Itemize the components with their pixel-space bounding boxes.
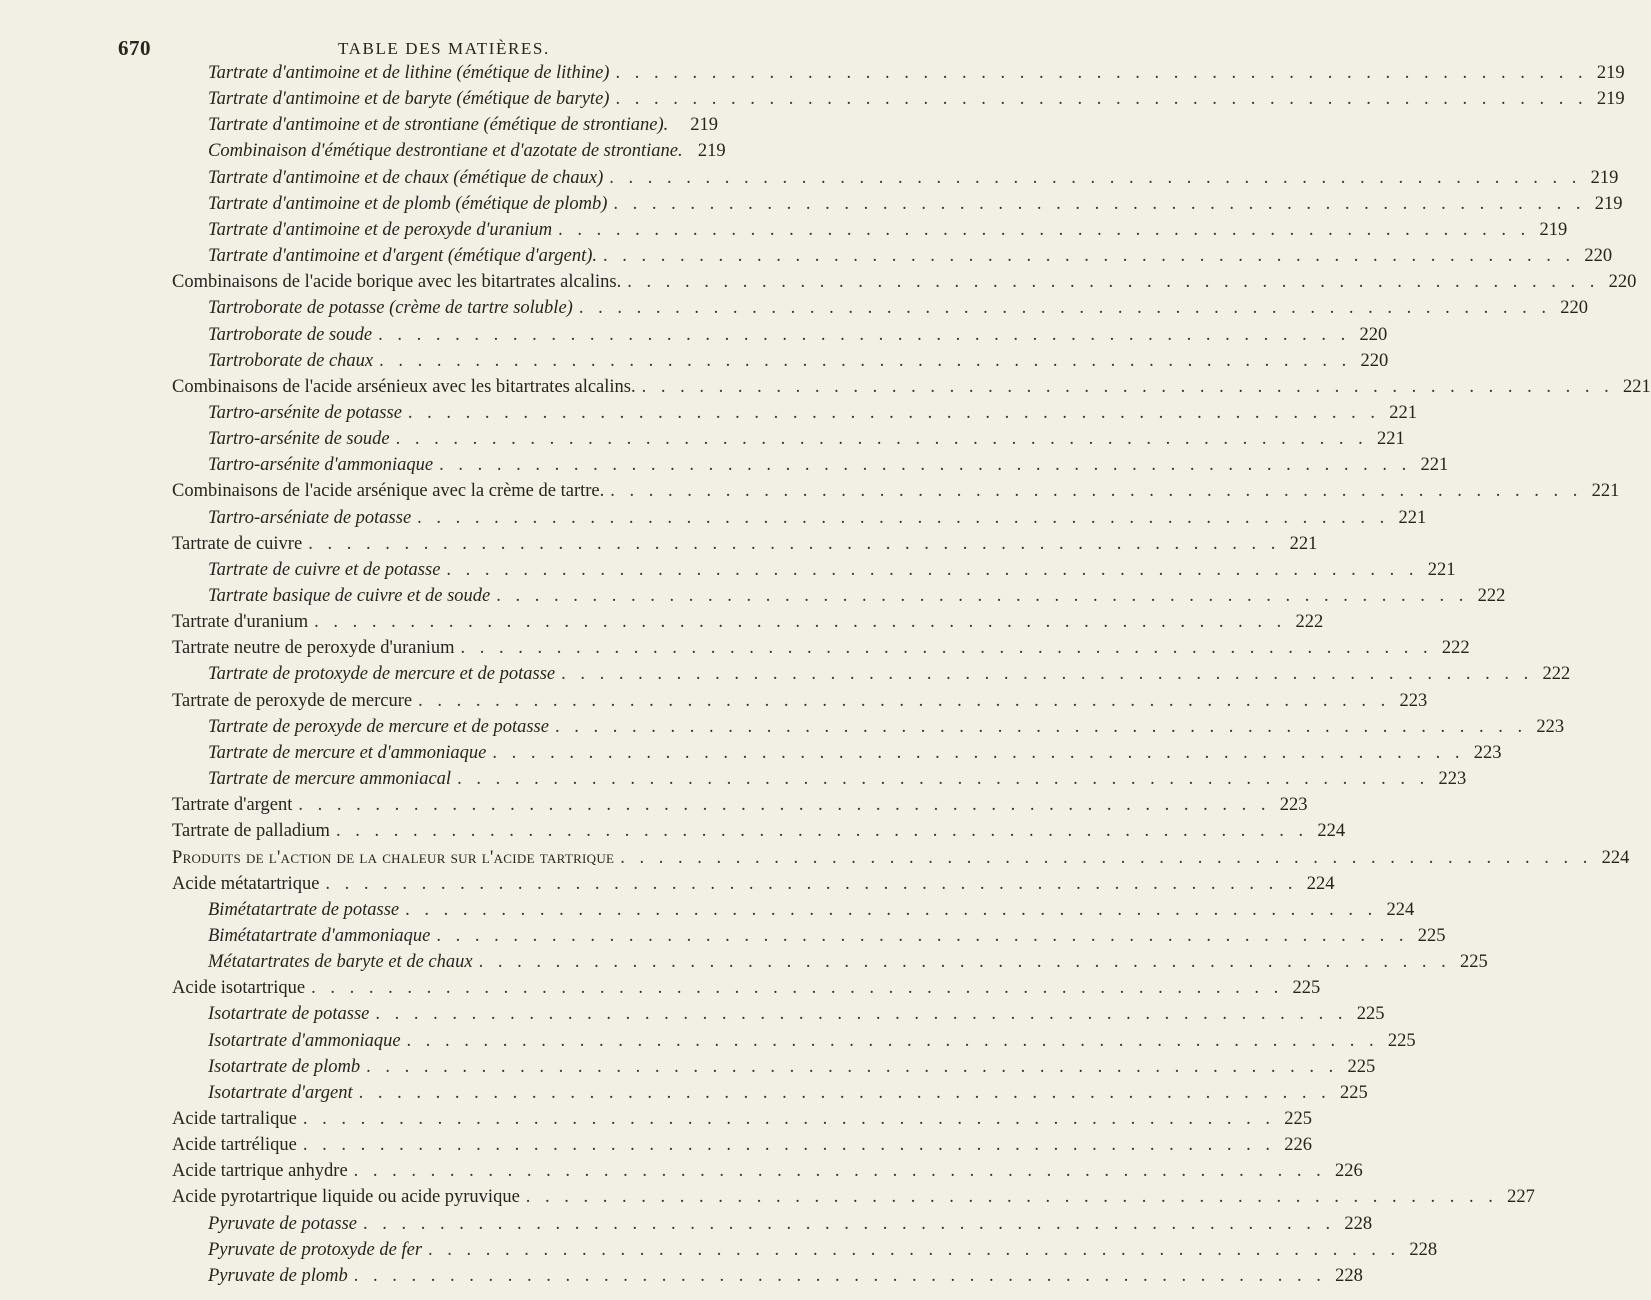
toc-entry-title: Combinaisons de l'acide arsénique avec la crème de tartre. [172, 481, 605, 502]
toc-entry-page: 219 [697, 141, 726, 162]
toc-entry-page: 219 [1539, 219, 1568, 240]
toc-entry [208, 322, 1388, 348]
toc-entry [208, 505, 1427, 531]
toc-entry-title: Tartrate de protoxyde de mercure et de potasse [208, 664, 556, 685]
dot-leader: . . . . . . . . . . . . . . . . . . . . . . . . . . . . . . . . . . . . . . . . . . . . . . . . . . . [314, 612, 1287, 633]
toc-entry-page: 226 [1284, 1135, 1312, 1156]
toc-entry-title: Tartrate d'antimoine et d'argent (émétique d'argent). [208, 246, 598, 267]
toc-entry-page: 223 [1536, 716, 1565, 737]
toc-entry-page: 219 [1596, 89, 1625, 110]
toc-entry-page: 220 [1608, 272, 1637, 293]
toc-entry-page: 219 [1596, 63, 1625, 83]
toc-entry [172, 871, 1335, 897]
toc-entry [172, 1132, 1312, 1158]
toc-entry [208, 557, 1456, 583]
toc-entry-title: Tartroborate de chaux [208, 350, 374, 371]
dot-leader: . . . . . . . . . . . . . . . . . . . . . . . . . . . . . . . . . . . . . . . . . . . . . . . . . . . [446, 559, 1419, 580]
dot-leader: . . . . . . . . . . . . . . . . . . . . . . . . . . . . . . . . . . . . . . . . . . . . . . . . . . . [436, 925, 1409, 946]
toc-entry-title: Tartrate d'antimoine et de chaux (émétique de chaux) [208, 167, 604, 188]
toc-entry-title: Bimétatartrate d'ammoniaque [208, 925, 431, 946]
toc-entry-page: 224 [1386, 899, 1415, 920]
toc-entry-page: 221 [1376, 429, 1405, 450]
toc-entry [208, 295, 1588, 321]
toc-entry [172, 792, 1308, 818]
toc-entry [208, 949, 1488, 975]
dot-leader: . . . . . . . . . . . . . . . . . . . . . . . . . . . . . . . . . . . . . . . . . . . . . . . . . . . [558, 219, 1531, 240]
toc-entry-page: 221 [1591, 481, 1620, 502]
toc-entry-page: 220 [1584, 246, 1613, 267]
toc-entry-page: 222 [1441, 638, 1470, 659]
dot-leader: . . . . . . . . . . . . . . . . . . . . . . . . . . . . . . . . . . . . . . . . . . . . . . . . . . . [378, 324, 1351, 345]
toc-entry-page: 219 [1594, 193, 1623, 214]
toc-entry [208, 243, 1613, 269]
toc-entry [208, 1080, 1368, 1106]
toc-entry-page: 228 [1335, 1265, 1363, 1286]
toc-entry-title: Acide métatartrique [172, 873, 320, 894]
dot-leader: . . . . . . . . . . . . . . . . . . . . . . . . . . . . . . . . . . . . . . . . . . . . . . . . . . . [353, 1265, 1326, 1286]
dot-leader: . . . . . . . . . . . . . . . . . . . . . . . . . . . . . . . . . . . . . . . . . . . . . . . . . . . [418, 690, 1391, 711]
dot-leader: . . . . . . . . . . . . . . . . . . . . . . . . . . . . . . . . . . . . . . . . . . . . . . . . . . . [311, 978, 1284, 999]
toc-entry-page: 222 [1477, 586, 1506, 606]
dot-leader: . . . . . . . . . . . . . . . . . . . . . . . . . . . . . . . . . . . . . . . . . . . . . . . . . . . [335, 821, 1309, 842]
toc-entry-page: 219 [1590, 167, 1619, 188]
toc-entry-title: Tartrate d'argent [172, 795, 293, 816]
toc-entry [208, 661, 1571, 687]
toc-entry [208, 923, 1446, 949]
toc-entry-page: 225 [1284, 1109, 1312, 1129]
toc-entry-title: Tartrate de mercure et d'ammoniaque [208, 742, 487, 763]
dot-leader: . . . . . . . . . . . . . . . . . . . . . . . . . . . . . . . . . . . . . . . . . . . . . . . . . . . [615, 63, 1588, 83]
toc-entry [208, 86, 1625, 112]
toc-entry [172, 635, 1470, 661]
toc-entry-page: 227 [1507, 1187, 1535, 1208]
dot-leader: . . . . . . . . . . . . . . . . . . . . . . . . . . . . . . . . . . . . . . . . . . . . . . . . . . . [641, 376, 1614, 397]
toc-entry-page: 223 [1438, 769, 1467, 790]
dot-leader: . . . . . . . . . . . . . . . . . . . . . . . . . . . . . . . . . . . . . . . . . . . . . . . . . . . [353, 1161, 1326, 1182]
toc-entry [208, 191, 1623, 217]
toc-entry-title: Tartrate d'antimoine et de plomb (émétique de plomb) [208, 193, 608, 214]
dot-leader: . . . . . . . . . . . . . . . . . . . . . . . . . . . . . . . . . . . . . . . . . . . . . . . . . . . [405, 899, 1378, 920]
toc-entry [208, 897, 1415, 923]
dot-leader: . . . . . . . . . . . . . . . . . . . . . . . . . . . . . . . . . . . . . . . . . . . . . . . . . . . [610, 481, 1583, 502]
toc-entry-page: 223 [1473, 742, 1502, 763]
toc-entry-title: Tartro-arsénite de potasse [208, 402, 402, 423]
toc-entry-title: Pyruvate de protoxyde de fer [208, 1239, 423, 1260]
toc-entry [208, 348, 1389, 374]
toc-entry-title: Acide tartrique anhydre [172, 1161, 348, 1182]
dot-leader: . . . . . . . . . . . . . . . . . . . . . . . . . . . . . . . . . . . . . . . . . . . . . . . . . . . [525, 1187, 1498, 1208]
toc-entry-page: 224 [1317, 821, 1346, 842]
toc-entry-page: 228 [1344, 1213, 1373, 1234]
toc-entry-title: Tartrate d'uranium [172, 612, 309, 633]
toc-entry [172, 478, 1620, 504]
toc-entry-title: Tartrate d'antimoine et de lithine (émétique de lithine) [208, 63, 610, 83]
toc-entry-title: Tartrate basique de cuivre et de soude [208, 586, 491, 606]
toc-entry-title: Tartrate de cuivre [172, 533, 303, 554]
toc-entry [208, 452, 1449, 478]
dot-leader: . . . . . . . . . . . . . . . . . . . . . . . . . . . . . . . . . . . . . . . . . . . . . . . . . . . [439, 455, 1412, 476]
toc-entry [208, 1211, 1373, 1237]
toc-entry-page: 228 [1409, 1239, 1438, 1260]
dot-leader: . . . . . . . . . . . . . . . . . . . . . . . . . . . . . . . . . . . . . . . . . . . . . . . . . . . [460, 638, 1433, 659]
toc-entry-title: Combinaisons de l'acide arsénieux avec les bitartrates alcalins. [172, 376, 636, 397]
toc-entry [172, 609, 1324, 635]
toc-entry [208, 1237, 1438, 1263]
toc-entry-title: Bimétatartrate de potasse [208, 899, 400, 920]
dot-leader: . . . . . . . . . . . . . . . . . . . . . . . . . . . . . . . . . . . . . . . . . . . . . . . . . . . [620, 847, 1593, 868]
dot-leader: . . . . . . . . . . . . . . . . . . . . . . . . . . . . . . . . . . . . . . . . . . . . . . . . . . . [492, 742, 1465, 763]
toc-entry [208, 400, 1418, 426]
dot-leader: . . . . . . . . . . . . . . . . . . . . . . . . . . . . . . . . . . . . . . . . . . . . . . . . . . . [578, 298, 1551, 319]
dot-leader: . . . . . . . . . . . . . . . . . . . . . . . . . . . . . . . . . . . . . . . . . . . . . . . . . . . [302, 1109, 1275, 1129]
toc-entry [208, 1001, 1385, 1027]
dot-leader: . . . . . . . . . . . . . . . . . . . . . . . . . . . . . . . . . . . . . . . . . . . . . . . . . . . [302, 1135, 1275, 1156]
toc-entry [208, 426, 1405, 452]
toc-entry-title: Isotartrate de plomb [208, 1056, 361, 1077]
toc-entry [208, 714, 1565, 740]
toc-entry-page: 220 [1560, 298, 1588, 319]
toc-entry-title: Acide pyrotartrique liquide ou acide pyruvique [172, 1187, 520, 1208]
dot-leader: . . . . . . . . . . . . . . . . . . . . . . . . . . . . . . . . . . . . . . . . . . . . . . . . . . . [613, 193, 1586, 214]
toc-entry-page: 221 [1398, 507, 1427, 528]
toc-entry-page: 225 [1356, 1004, 1385, 1025]
toc-entry-page: 226 [1335, 1161, 1363, 1182]
dot-leader: . . . . . . . . . . . . . . . . . . . . . . . . . . . . . . . . . . . . . . . . . . . . . . . . . . . [496, 586, 1469, 606]
toc-entry-page: 220 [1359, 324, 1388, 345]
toc-entry [208, 165, 1619, 191]
dot-leader: . . . . . . . . . . . . . . . . . . . . . . . . . . . . . . . . . . . . . . . . . . . . . . . . . . . [363, 1213, 1336, 1234]
toc-entry-page: 223 [1279, 795, 1308, 816]
toc-entry [172, 975, 1321, 1001]
dot-leader: . . . . . . . . . . . . . . . . . . . . . . . . . . . . . . . . . . . . . . . . . . . . . . . . . . . [298, 795, 1271, 816]
toc-entry-title: Tartrate de peroxyde de mercure [172, 690, 413, 711]
dot-leader: . . . . . . . . . . . . . . . . . . . . . . . . . . . . . . . . . . . . . . . . . . . . . . . . . . . [366, 1056, 1339, 1077]
toc-entry [208, 766, 1467, 792]
toc-entry-title: Combinaison d'émétique destrontiane et d'azotate de strontiane. [208, 141, 683, 162]
toc-entry [208, 740, 1502, 766]
toc-entry-page: 225 [1339, 1082, 1368, 1103]
toc-entry-page: 225 [1387, 1030, 1416, 1051]
toc-entry [208, 1263, 1363, 1289]
toc-entry-page: 221 [1420, 455, 1449, 476]
dot-leader: . . . . . . . . . . . . . . . . . . . . . . . . . . . . . . . . . . . . . . . . . . . . . . . . . . . [379, 350, 1352, 371]
toc-entry-title: Pyruvate de potasse [208, 1213, 357, 1234]
toc-entry-title: Tartrate d'antimoine et de strontiane (émétique de strontiane). [208, 115, 669, 136]
toc-entry [172, 818, 1346, 844]
dot-leader: . . . . . . . . . . . . . . . . . . . . . . . . . . . . . . . . . . . . . . . . . . . . . . . . . . . [325, 873, 1298, 894]
dot-leader: . . . . . . . . . . . . . . . . . . . . . . . . . . . . . . . . . . . . . . . . . . . . . . . . . . . [375, 1004, 1348, 1025]
toc-entry-title: Isotartrate d'argent [208, 1082, 353, 1103]
dot-leader: . . . . . . . . . . . . . . . . . . . . . . . . . . . . . . . . . . . . . . . . . . . . . . . . . . . [417, 507, 1390, 528]
toc-entry-title: Tartrate de cuivre et de potasse [208, 559, 441, 580]
toc-entry-title: Métatartrates de baryte et de chaux [208, 952, 473, 973]
dot-leader: . . . . . . . . . . . . . . . . . . . . . . . . . . . . . . . . . . . . . . . . . . . . . . . . . . . [609, 167, 1582, 188]
toc-entry-title: Tartrate de palladium [172, 821, 330, 842]
toc-entry-page: 225 [1417, 925, 1446, 946]
toc-entry [172, 269, 1637, 295]
page-number: 670 [118, 36, 151, 60]
toc-entry-title: Tartrate de peroxyde de mercure et de potasse [208, 716, 549, 737]
toc-entry [172, 1184, 1535, 1210]
toc-entry-page: 222 [1295, 612, 1324, 633]
dot-leader: . . . . . . . . . . . . . . . . . . . . . . . . . . . . . . . . . . . . . . . . . . . . . . . . . . . [457, 769, 1430, 790]
toc-entry [208, 60, 1625, 86]
toc-entry-title: Tartro-arséniate de potasse [208, 507, 412, 528]
toc-entry-page: 219 [690, 115, 718, 136]
toc-entry [208, 217, 1568, 243]
dot-leader: . . . . . . . . . . . . . . . . . . . . . . . . . . . . . . . . . . . . . . . . . . . . . . . . . . . [561, 664, 1534, 685]
dot-leader: . . . . . . . . . . . . . . . . . . . . . . . . . . . . . . . . . . . . . . . . . . . . . . . . . . . [406, 1030, 1379, 1051]
toc-entry-page: 224 [1601, 847, 1630, 868]
dot-leader: . . . . . . . . . . . . . . . . . . . . . . . . . . . . . . . . . . . . . . . . . . . . . . . . . . . [603, 246, 1576, 267]
toc-entry-title: Tartroborate de soude [208, 324, 373, 345]
dot-leader: . . . . . . . . . . . . . . . . . . . . . . . . . . . . . . . . . . . . . . . . . . . . . . . . . . . [627, 272, 1600, 293]
toc-entry [172, 845, 1630, 871]
toc-entry [172, 688, 1428, 714]
toc-entry [208, 1054, 1376, 1080]
dot-leader: . . . . . . . . . . . . . . . . . . . . . . . . . . . . . . . . . . . . . . . . . . . . . . . . . . . [428, 1239, 1401, 1260]
dot-leader: . . . . . . . . . . . . . . . . . . . . . . . . . . . . . . . . . . . . . . . . . . . . . . . . . . . [407, 402, 1381, 423]
toc-entry-title: Combinaisons de l'acide borique avec les bitartrates alcalins. [172, 272, 622, 293]
toc-entry [172, 374, 1651, 400]
toc-entry-title: Tartrate d'antimoine et de baryte (émétique de baryte) [208, 89, 610, 110]
dot-leader: . . . . . . . . . . . . . . . . . . . . . . . . . . . . . . . . . . . . . . . . . . . . . . . . . . . [358, 1082, 1331, 1103]
toc-entry-title: Tartroborate de potasse (crème de tartre soluble) [208, 298, 573, 319]
dot-leader: . . . . . . . . . . . . . . . . . . . . . . . . . . . . . . . . . . . . . . . . . . . . . . . . . . . [308, 533, 1281, 554]
toc-entry-page: 220 [1360, 350, 1389, 371]
toc-entry-title: Acide tartralique [172, 1109, 297, 1129]
toc-entry-page: 223 [1399, 690, 1428, 711]
toc-entry [208, 138, 726, 164]
toc-entry-page: 225 [1347, 1056, 1376, 1077]
running-title: TABLE DES MATIÈRES. [338, 39, 550, 58]
toc-entry [208, 1028, 1416, 1054]
toc-entry-title: Pyruvate de plomb [208, 1265, 348, 1286]
toc-entry-title: Tartrate d'antimoine et de peroxyde d'uranium [208, 219, 553, 240]
toc-entry-title: Acide isotartrique [172, 978, 306, 999]
toc-entry-page: 225 [1459, 952, 1488, 973]
dot-leader: . . . . . . . . . . . . . . . . . . . . . . . . . . . . . . . . . . . . . . . . . . . . . . . . . . . [395, 429, 1368, 450]
toc-entry-title: Isotartrate d'ammoniaque [208, 1030, 401, 1051]
toc-entry [172, 1106, 1312, 1132]
toc-entry-page: 222 [1542, 664, 1571, 685]
toc-entry [172, 1158, 1363, 1184]
toc-entry [208, 583, 1506, 609]
toc-entry [172, 531, 1318, 557]
toc-entry-title: Acide tartrélique [172, 1135, 297, 1156]
dot-leader: . . . . . . . . . . . . . . . . . . . . . . . . . . . . . . . . . . . . . . . . . . . . . . . . . . . [554, 716, 1528, 737]
toc-entry-page: 221 [1289, 533, 1318, 554]
toc-entry-title: Tartro-arsénite d'ammoniaque [208, 455, 434, 476]
toc-entry-title: Produits de l'action de la chaleur sur l'acide tartrique [172, 847, 615, 868]
toc-entry-page: 221 [1389, 402, 1418, 423]
toc-entry-page: 221 [1623, 376, 1651, 397]
toc-entry-title: Isotartrate de potasse [208, 1004, 370, 1025]
toc-entry-page: 225 [1292, 978, 1321, 999]
toc-entry-title: Tartrate neutre de peroxyde d'uranium [172, 638, 455, 659]
toc-entry-page: 221 [1427, 559, 1456, 580]
dot-leader: . . . . . . . . . . . . . . . . . . . . . . . . . . . . . . . . . . . . . . . . . . . . . . . . . . . [615, 89, 1588, 110]
toc-entry-title: Tartrate de mercure ammoniacal [208, 769, 452, 790]
dot-leader: . . . . . . . . . . . . . . . . . . . . . . . . . . . . . . . . . . . . . . . . . . . . . . . . . . . [478, 952, 1451, 973]
toc-entry-page: 224 [1306, 873, 1335, 894]
toc-entry-title: Tartro-arsénite de soude [208, 429, 390, 450]
toc-entry [208, 112, 718, 138]
